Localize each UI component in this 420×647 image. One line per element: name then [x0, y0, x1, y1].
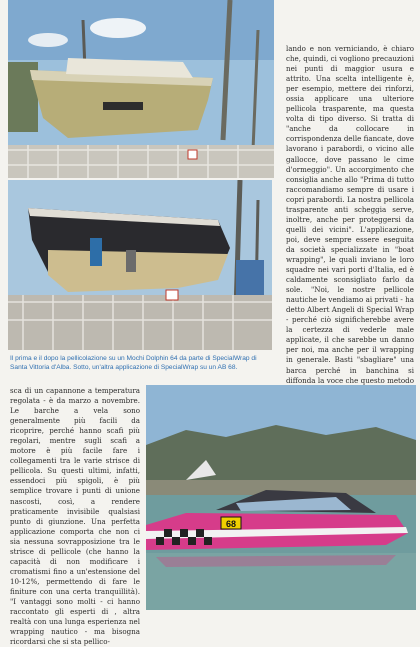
- photo-yacht-after: [8, 180, 272, 350]
- race-number: 68: [225, 519, 237, 529]
- article-bottom-paragraph: sca di un capannone a temperatura regolata - è da marzo a novembre. Le barche a vela sono generalmente più facili da ricoprire, perché hanno scafi più regolari, mentre sugli scafi a motore è più facile fare i collegamenti tra le varie strisce di pellicola. Su questi ultimi, infatti, essendoci più spigoli, è più semplice trovare i punti di unione nascosti, così, a rendere praticamente invisibile qualsiasi punto di giunzione. Una perfetta applicazione comporta che non ci sia nessuna sovrapposizione tra le strisce di pellicole (che hanno la capacità di non modificare i cromatismi fino a un'estensione del 10-12%, permettendo di fare le finiture con una certa tranquillità). "I vantaggi sono molti - ci hanno raccontato gli esperti di , altra realtà con una lunga esperienza nel wrapping nautico - ma bisogna ricordarsi che si sta pellico-: [10, 386, 140, 647]
- photo-caption: Il prima e il dopo la pellicolazione su un Mochi Dolphin 64 da parte di SpecialWrap di Santa Vittoria d'Alba. Sotto, un'altra applicazione di SpecialWrap su un AB 68.: [10, 355, 257, 371]
- photo-yacht-before: [8, 0, 274, 178]
- article-right-column: [286, 44, 414, 416]
- article-right-paragraph: lando e non verniciando, è chiaro che, quindi, ci vogliono precauzioni nei punti di maggior usura e attrito. Una scelta intelligente è, per esempio, mettere dei rinforzi, ossia applicare una ulteriore pellicola trasparente, ma questa volta di tipo diverso. Si tratta di "anche da collocare in corrispondenza delle fiancate, dove lavorano i parabordi, o vicino alle gallocce, dove passano le cime d'ormeggio". Un accorgimento che consiglia anche allo "Prima di tutto raccomandiamo sempre di usare i copri parabordi. La nostra pellicola trasparente anti scheggia serve, inoltre, anche per proteggersi da quelli dei vicini". L'applicazione, poi, deve sempre essere eseguita da società specializzate in "boat wrapping", le quali inviano le loro squadre nei vari porti d'Italia, ed è caldamente sconsigliato farlo da sole. "Noi, le nostre pellicole nautiche le vendiamo ai privati - ha detto Albert Angeli di Special Wrap - perché ciò significherebbe avere la certezza di vederle male applicate, il che sarebbe un danno per noi, ma anche per il wrapping in generale. Basti "sbagliare" una barca perché in banchina si diffonda la voce che questo metodo: [286, 44, 414, 385]
- article-bottom-column: [10, 386, 140, 647]
- photo-wrapped-motorboat: [146, 385, 416, 610]
